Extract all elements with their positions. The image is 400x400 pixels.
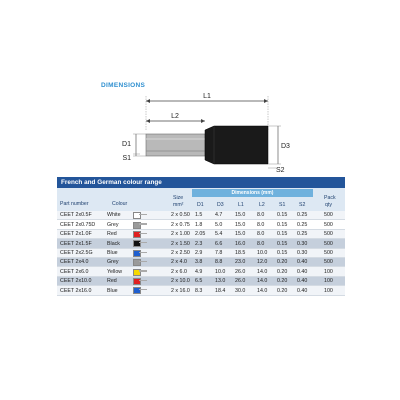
table-row (57, 230, 345, 239)
header-dimensions-band: Dimensions (mm) (192, 189, 313, 197)
cell-l1: 18.5 (235, 249, 246, 256)
cell-pack-qty: 500 (324, 249, 333, 256)
table-title: French and German colour range (57, 177, 345, 188)
cell-l1: 15.0 (235, 221, 246, 228)
cell-l2: 8.0 (257, 221, 265, 228)
cell-pack-qty: 500 (324, 259, 333, 266)
cell-d3: 13.0 (215, 278, 226, 285)
cell-pack-qty: 500 (324, 231, 333, 238)
cell-part-number: CEET 2x6.0 (60, 268, 89, 275)
table-row (57, 211, 345, 220)
header-s2: S2 (299, 202, 306, 208)
cell-d1: 1.8 (195, 221, 203, 228)
cell-d1: 6.5 (195, 278, 203, 285)
cell-d1: 2.3 (195, 240, 203, 247)
cell-colour: Grey (107, 221, 119, 228)
cell-d1: 2.9 (195, 249, 203, 256)
cell-size: 2 x 0.50 (171, 212, 190, 219)
cell-d1: 8.3 (195, 287, 203, 294)
cell-d3: 8.8 (215, 259, 223, 266)
cell-part-number: CEET 2x1.5F (60, 240, 92, 247)
cell-l1: 23.0 (235, 259, 246, 266)
cell-size: 2 x 10.0 (171, 278, 190, 285)
cell-pack-qty: 500 (324, 221, 333, 228)
cell-d3: 5.0 (215, 221, 223, 228)
cell-d1: 3.8 (195, 259, 203, 266)
cell-size: 2 x 6.0 (171, 268, 187, 275)
cell-s2: 0.40 (297, 268, 308, 275)
cell-colour: Black (107, 240, 120, 247)
cell-s2: 0.25 (297, 231, 308, 238)
cell-l1: 30.0 (235, 287, 246, 294)
cell-s1: 0.15 (277, 240, 288, 247)
cell-colour: Blue (107, 287, 118, 294)
cell-colour: Blue (107, 249, 118, 256)
table-row (57, 220, 345, 229)
cell-d3: 4.7 (215, 212, 223, 219)
table-header (57, 188, 345, 211)
cell-size: 2 x 1.00 (171, 231, 190, 238)
cell-part-number: CEET 2x2.5G (60, 249, 93, 256)
table-row (57, 286, 345, 295)
cell-l1: 26.0 (235, 278, 246, 285)
cell-d3: 6.6 (215, 240, 223, 247)
cell-pack-qty: 100 (324, 287, 333, 294)
cell-l2: 12.0 (257, 259, 268, 266)
ferrule-tail-icon (139, 214, 147, 215)
cell-d3: 18.4 (215, 287, 226, 294)
cell-part-number: CEET 2x4.0 (60, 259, 89, 266)
header-qty: qty (325, 202, 332, 208)
cell-pack-qty: 500 (324, 240, 333, 247)
cell-s1: 0.15 (277, 231, 288, 238)
cell-colour: Yellow (107, 268, 123, 275)
header-s1: S1 (279, 202, 286, 208)
label-d1: D1 (122, 141, 131, 148)
table-row (57, 258, 345, 267)
cell-l1: 26.0 (235, 268, 246, 275)
cell-d3: 10.0 (215, 268, 226, 275)
table-row (57, 249, 345, 258)
cell-part-number: CEET 2x0.75D (60, 221, 96, 228)
cell-part-number: CEET 2x10.0 (60, 278, 92, 285)
table-row (57, 239, 345, 248)
cell-pack-qty: 100 (324, 278, 333, 285)
table-row (57, 277, 345, 286)
section-title: DIMENSIONS (101, 82, 146, 89)
cell-d3: 5.4 (215, 231, 223, 238)
header-d3: D3 (217, 202, 224, 208)
cell-s1: 0.20 (277, 287, 288, 294)
ferrule-tube (146, 134, 205, 156)
cell-s2: 0.40 (297, 259, 308, 266)
cell-d1: 1.5 (195, 212, 203, 219)
cell-pack-qty: 500 (324, 212, 333, 219)
cell-l1: 15.0 (235, 212, 246, 219)
ferrule-tail-icon (139, 261, 147, 262)
cell-l2: 8.0 (257, 212, 265, 219)
ferrule-tail-icon (139, 270, 147, 271)
cell-pack-qty: 100 (324, 268, 333, 275)
cell-colour: Red (107, 278, 117, 285)
cell-l2: 14.0 (257, 278, 268, 285)
cell-l1: 15.0 (235, 231, 246, 238)
ferrule-tail-icon (139, 280, 147, 281)
cell-d1: 4.9 (195, 268, 203, 275)
header-size: Size (173, 195, 184, 201)
label-s1: S1 (122, 155, 131, 162)
cell-size: 2 x 1.50 (171, 240, 190, 247)
cell-l1: 16.0 (235, 240, 246, 247)
cell-s2: 0.30 (297, 249, 308, 256)
label-l1: L1 (203, 93, 211, 100)
ferrule-tail-icon (139, 289, 147, 290)
label-l2: L2 (171, 113, 179, 120)
label-s2: S2 (276, 167, 285, 174)
cell-s2: 0.25 (297, 221, 308, 228)
cell-s2: 0.30 (297, 240, 308, 247)
cell-d1: 2.05 (195, 231, 206, 238)
cell-s1: 0.20 (277, 278, 288, 285)
cell-size: 2 x 16.0 (171, 287, 190, 294)
cell-d3: 7.8 (215, 249, 223, 256)
cell-s1: 0.15 (277, 212, 288, 219)
cell-colour: Grey (107, 259, 119, 266)
label-d3: D3 (281, 143, 290, 150)
ferrule-collar (205, 126, 268, 164)
cell-part-number: CEET 2x0.5F (60, 212, 92, 219)
header-d1: D1 (197, 202, 204, 208)
cell-size: 2 x 4.0 (171, 259, 187, 266)
ferrule-dimension-diagram (118, 88, 288, 174)
cell-l2: 8.0 (257, 240, 265, 247)
cell-s2: 0.25 (297, 212, 308, 219)
cell-s2: 0.40 (297, 278, 308, 285)
cell-l2: 14.0 (257, 287, 268, 294)
header-size-unit: mm² (173, 202, 184, 208)
cell-s1: 0.20 (277, 259, 288, 266)
cell-s2: 0.40 (297, 287, 308, 294)
cell-size: 2 x 2.50 (171, 249, 190, 256)
cell-colour: Red (107, 231, 117, 238)
colour-range-table (57, 177, 345, 296)
cell-s1: 0.20 (277, 268, 288, 275)
cell-s1: 0.15 (277, 221, 288, 228)
ferrule-tail-icon (139, 252, 147, 253)
ferrule-tail-icon (139, 233, 147, 234)
cell-colour: White (107, 212, 121, 219)
header-pack: Pack (324, 195, 336, 201)
cell-size: 2 x 0.75 (171, 221, 190, 228)
header-colour: Colour (112, 201, 128, 207)
ferrule-tail-icon (139, 242, 147, 243)
cell-l2: 14.0 (257, 268, 268, 275)
table-row (57, 267, 345, 276)
cell-l2: 10.0 (257, 249, 268, 256)
cell-l2: 8.0 (257, 231, 265, 238)
header-l1: L1 (238, 202, 244, 208)
ferrule-tail-icon (139, 223, 147, 224)
cell-part-number: CEET 2x1.0F (60, 231, 92, 238)
cell-s1: 0.15 (277, 249, 288, 256)
header-l2: L2 (259, 202, 265, 208)
cell-part-number: CEET 2x16.0 (60, 287, 92, 294)
table-body (57, 211, 345, 296)
header-part-number: Part number (60, 201, 89, 207)
